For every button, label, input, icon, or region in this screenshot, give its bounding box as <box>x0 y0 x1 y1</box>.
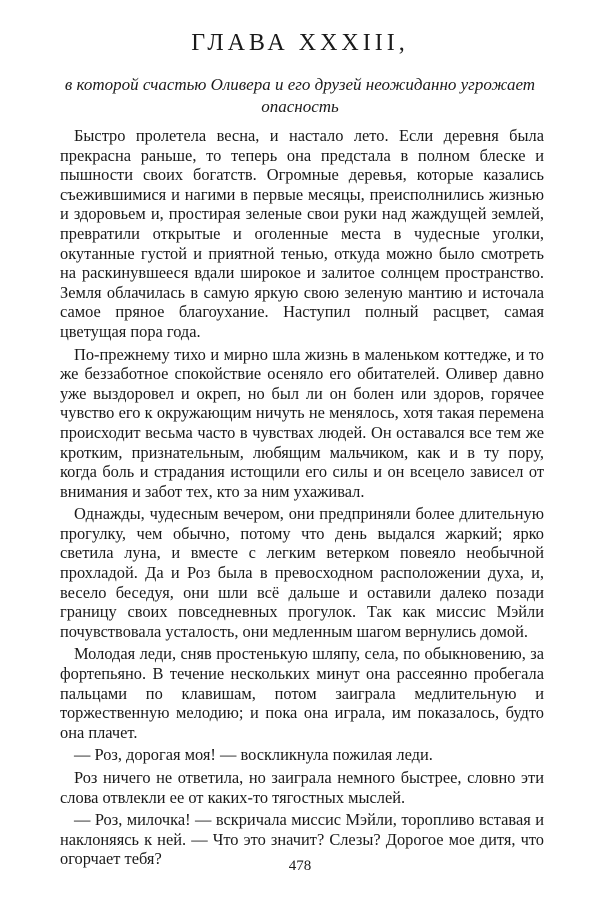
paragraph: По-прежнему тихо и мирно шла жизнь в маленьком коттедже, и то же беззаботное спокойствие осеняло его обитателей. Оливер давно уже выздоровел и окреп, но был ли он болен или здоров, горячее чувство его к окружающим ничуть не менялось, хотя такая перемена происходит весьма часто в чувствах людей. Он оставался все тем же кротким, признательным, любящим мальчиком, как и в ту пору, когда боль и страдания истощили его силы и он всецело зависел от внимания и забот тех, кто за ним ухаживал. <box>60 344 544 501</box>
page-number: 478 <box>288 858 312 874</box>
paragraph: — Роз, милочка! — вскричала миссис Мэйли, торопливо вставая и наклоняясь к ней. — Что это значит? Слезы? Дорогое мое дитя, что огорчает тебя? <box>60 810 544 869</box>
chapter-body <box>60 126 544 872</box>
chapter-subtitle: в которой счастью Оливера и его друзей неожиданно угрожает опасность <box>64 75 536 116</box>
paragraph: Однажды, чудесным вечером, они предприняли более длительную прогулку, чем обычно, потому что день выдался жаркий; ярко светила луна, и вместе с легким ветерком повеяло необычной прохладой. Да и Роз была в превосходном расположении духа, и, весело беседуя, они шли всё дальше и оставили далеко позади границу своих повседневных прогулок. Так как миссис Мэйли почувствовала усталость, они медленным шагом вернулись домой. <box>60 504 544 641</box>
paragraph: Молодая леди, сняв простенькую шляпу, села, по обыкновению, за фортепьяно. В течение нескольких минут она рассеянно пробегала пальцами по клавишам, потом заиграла медлительную и торжественную мелодию; и пока она играла, им показалось, будто она плачет. <box>60 644 544 742</box>
paragraph: Быстро пролетела весна, и настало лето. Если деревня была прекрасна раньше, то теперь она предстала в полном блеске и пышности своих богатств. Огромные деревья, которые казались съежившимися и нагими в первые месяцы, преисполнились жизнью и здоровьем и, простирая зеленые свои руки над жаждущей землей, превратили открытые и оголенные места в чудесные уголки, окутанные густой и приятной тенью, откуда можно было смотреть на раскинувшееся вдали широкое и залитое солнцем пространство. Земля облачилась в самую яркую свою зеленую мантию и источала самое пряное благоухание. Наступил полный расцвет, самая цветущая пора года. <box>60 126 544 341</box>
chapter-title: ГЛАВА XXXIII, <box>191 30 409 56</box>
paragraph: Роз ничего не ответила, но заиграла немного быстрее, словно эти слова отвлекли ее от каких-то тягостных мыслей. <box>60 768 544 807</box>
paragraph: — Роз, дорогая моя! — воскликнула пожилая леди. <box>74 745 433 765</box>
